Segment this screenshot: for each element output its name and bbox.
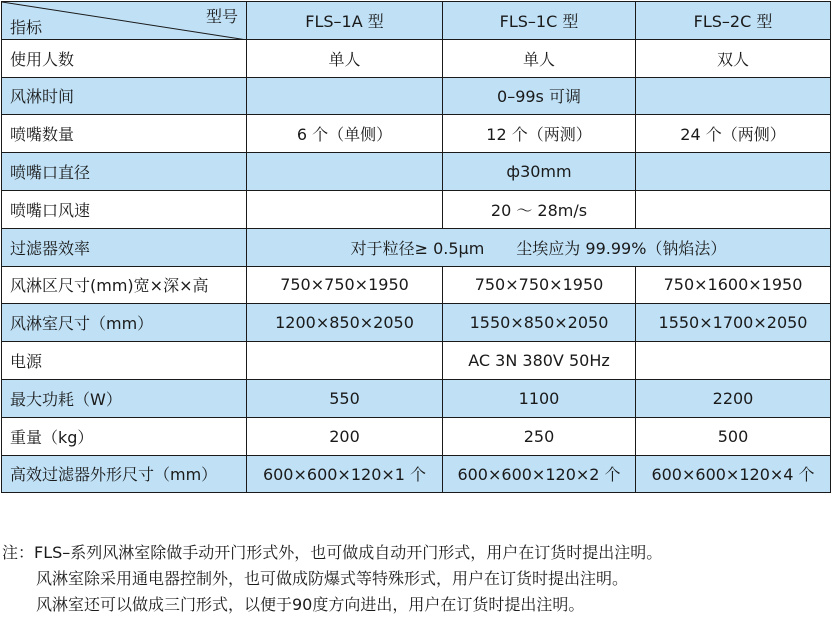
row-label: 喷嘴口直径 <box>2 153 247 191</box>
cell-empty <box>247 190 443 228</box>
cell-empty <box>247 77 443 115</box>
table-row <box>2 190 831 228</box>
cell-value: 24 个（两侧） <box>636 115 831 153</box>
cell-value: 200 <box>247 417 443 455</box>
cell-value: 500 <box>636 417 831 455</box>
cell-empty <box>636 190 831 228</box>
row-label: 高效过滤器外形尺寸（mm） <box>2 455 247 493</box>
corner-index-label: 指标 <box>10 17 43 37</box>
cell-value: 750×750×1950 <box>247 266 443 304</box>
cell-value: 单人 <box>247 39 443 77</box>
table-row <box>2 379 831 417</box>
row-label: 使用人数 <box>2 39 247 77</box>
header-row <box>2 2 831 40</box>
cell-value: 0–99s 可调 <box>443 77 636 115</box>
cell-value: 750×750×1950 <box>443 266 636 304</box>
cell-value: 250 <box>443 417 636 455</box>
cell-value: 1550×850×2050 <box>443 304 636 342</box>
cell-value: 12 个（两测） <box>443 115 636 153</box>
cell-value-merged: 对于粒径≥ 0.5μm 尘埃应为 99.99%（钠焰法） <box>247 228 831 266</box>
cell-empty <box>636 153 831 191</box>
cell-value: 1200×850×2050 <box>247 304 443 342</box>
cell-value: 1100 <box>443 379 636 417</box>
cell-value: AC 3N 380V 50Hz <box>443 342 636 380</box>
row-label: 电源 <box>2 342 247 380</box>
table-row <box>2 342 831 380</box>
corner-cell <box>2 2 247 40</box>
table-row <box>2 228 831 266</box>
cell-value: ф30mm <box>443 153 636 191</box>
row-label: 过滤器效率 <box>2 228 247 266</box>
model-header: FLS–1C 型 <box>443 2 636 40</box>
table-row <box>2 77 831 115</box>
cell-value: 1550×1700×2050 <box>636 304 831 342</box>
row-label: 最大功耗（W） <box>2 379 247 417</box>
cell-empty <box>636 342 831 380</box>
model-header: FLS–1A 型 <box>247 2 443 40</box>
note-line: 注：FLS–系列风淋室除做手动开门形式外，也可做成自动开门形式，用户在订货时提出注明。 <box>2 543 663 562</box>
row-label: 风淋时间 <box>2 77 247 115</box>
notes <box>2 540 662 618</box>
cell-value: 550 <box>247 379 443 417</box>
cell-value: 20 ～ 28m/s <box>443 190 636 228</box>
cell-value: 600×600×120×4 个 <box>636 455 831 493</box>
cell-empty <box>247 153 443 191</box>
cell-value: 单人 <box>443 39 636 77</box>
cell-value: 6 个（单侧） <box>247 115 443 153</box>
cell-value: 600×600×120×1 个 <box>247 455 443 493</box>
table-row <box>2 266 831 304</box>
cell-value: 750×1600×1950 <box>636 266 831 304</box>
table-row <box>2 153 831 191</box>
table-row <box>2 115 831 153</box>
table-row <box>2 39 831 77</box>
note-line: 风淋室还可以做成三门形式，以便于90度方向进出，用户在订货时提出注明。 <box>36 595 585 614</box>
table-row <box>2 455 831 493</box>
cell-value: 双人 <box>636 39 831 77</box>
table-row <box>2 304 831 342</box>
model-header: FLS–2C 型 <box>636 2 831 40</box>
cell-value: 600×600×120×2 个 <box>443 455 636 493</box>
row-label: 喷嘴口风速 <box>2 190 247 228</box>
row-label: 风淋室尺寸（mm） <box>2 304 247 342</box>
cell-empty <box>247 342 443 380</box>
row-label: 喷嘴数量 <box>2 115 247 153</box>
note-line: 风淋室除采用通电器控制外，也可做成防爆式等特殊形式，用户在订货时提出注明。 <box>36 569 629 588</box>
row-label: 风淋区尺寸(mm)宽×深×高 <box>2 266 247 304</box>
table-row <box>2 417 831 455</box>
cell-value: 2200 <box>636 379 831 417</box>
corner-model-label: 型号 <box>205 7 238 26</box>
spec-table <box>1 1 831 493</box>
cell-empty <box>636 77 831 115</box>
row-label: 重量（kg） <box>2 417 247 455</box>
